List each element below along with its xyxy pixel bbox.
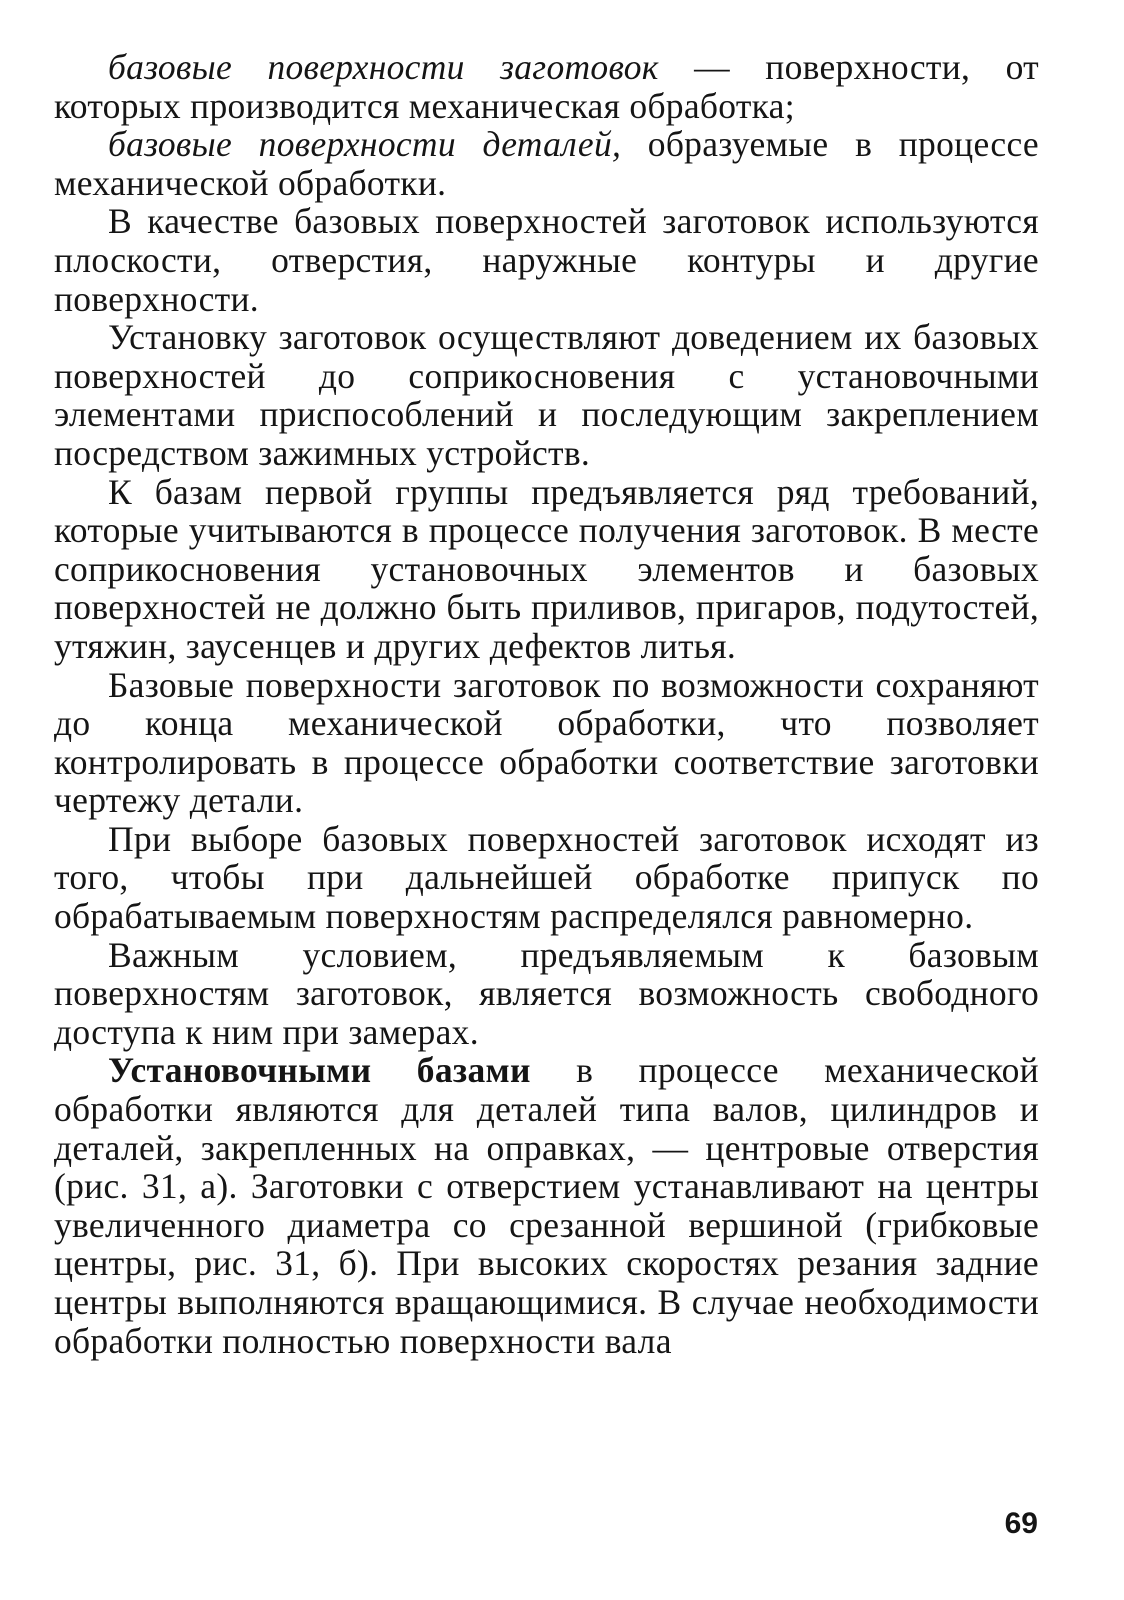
paragraph: Базовые поверхности заготовок по возможности сохраняют до конца механической обработки, что позволяет контролировать в процессе обработки соответствие заготовки чертежу детали. — [54, 664, 1039, 821]
paragraph-text: в процессе механической обработки являются для деталей типа валов, цилиндров и деталей, закрепленных на оправках, — центровые отверстия (рис. 31, а). Заготовки с отверстием устанавливают на центры увеличенного диаметра со срезанной вершиной (грибковые центры, рис. 31, б). При высоких скоростях резания задние центры выполняются вращающимися. В случае необходимости обработки полностью поверхности вала — [54, 1050, 1039, 1361]
paragraph-text: — поверхности, от которых производится механическая обработка; — [54, 47, 1039, 126]
paragraph-def-blanks — [54, 48, 1039, 125]
paragraph: К базам первой группы предъявляется ряд требований, которые учитываются в процессе получения заготовок. В месте соприкосновения установочных элементов и базовых поверхностей не должно быть приливов, пригаров, подутостей, утяжин, заусенцев и других дефектов литья. — [54, 471, 1039, 666]
paragraph-def-parts — [54, 125, 1039, 202]
paragraph: При выборе базовых поверхностей заготовок исходят из того, чтобы при дальнейшей обработке припуск по обрабатываемым поверхностям распределялся равномерно. — [54, 818, 1039, 937]
paragraph-installation-bases — [54, 1051, 1039, 1360]
term-base-surfaces-parts: базовые поверхности деталей, — [108, 124, 622, 165]
term-installation-bases: Установочными базами — [108, 1050, 531, 1091]
paragraph: Важным условием, предъявляемым к базовым поверхностям заготовок, является возможность свободного доступа к ним при замерах. — [54, 934, 1039, 1052]
page-number: 69 — [1004, 1507, 1038, 1540]
term-base-surfaces-blanks: базовые поверхности заготовок — [108, 47, 659, 87]
paragraph: В качестве базовых поверхностей заготовок используются плоскости, отверстия, наружные контуры и другие поверхности. — [54, 201, 1039, 319]
paragraph-text: образуемые в процессе механической обработки. — [54, 124, 1039, 203]
page-body — [54, 48, 1039, 1360]
paragraph: Установку заготовок осуществляют доведением их базовых поверхностей до соприкосновения с установочными элементами приспособлений и последующим закреплением посредством зажимных устройств. — [54, 317, 1039, 473]
